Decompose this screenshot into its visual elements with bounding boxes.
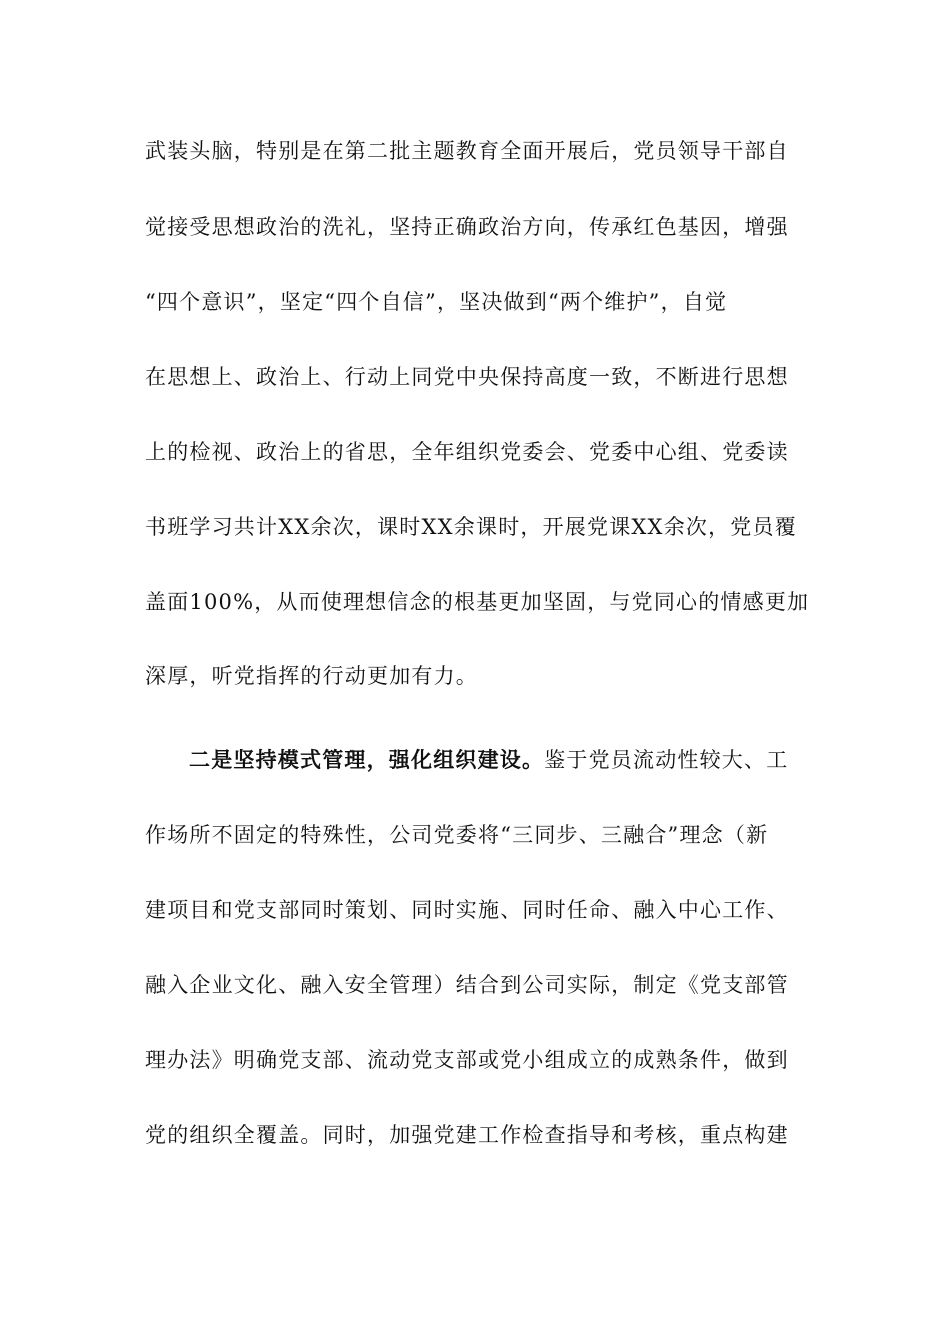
paragraph2-first-line — [189, 745, 788, 775]
paragraph2-line-5: 理办法》明确党支部、流动党支部或党小组成立的成熟条件，做到 — [145, 1048, 789, 1072]
paragraph1-line-3: “四个意识”，坚定“四个自信”，坚决做到“两个维护”，自觉 — [145, 290, 728, 314]
paragraph1-line-5: 上的检视、政治上的省思，全年组织党委会、党委中心组、党委读 — [145, 440, 789, 464]
paragraph1-line-1: 武装头脑，特别是在第二批主题教育全面开展后，党员领导干部自 — [145, 139, 789, 163]
paragraph2-first-line-rest: 鉴于党员流动性较大、工 — [544, 748, 789, 772]
paragraph1-line-7: 盖面100%，从而使理想信念的根基更加坚固，与党同心的情感更加 — [145, 590, 810, 614]
paragraph1-line-2: 觉接受思想政治的洗礼，坚持正确政治方向，传承红色基因，增强 — [145, 215, 789, 239]
paragraph1-line-4: 在思想上、政治上、行动上同党中央保持高度一致，不断进行思想 — [145, 365, 789, 389]
paragraph2-line-3: 建项目和党支部同时策划、同时实施、同时任命、融入中心工作、 — [145, 898, 789, 922]
paragraph2-line-6: 党的组织全覆盖。同时，加强党建工作检查指导和考核，重点构建 — [145, 1123, 789, 1147]
paragraph2-heading: 二是坚持模式管理，强化组织建设。 — [189, 747, 545, 772]
paragraph2-line-2: 作场所不固定的特殊性，公司党委将“三同步、三融合”理念（新 — [145, 823, 769, 847]
paragraph2-line-4: 融入企业文化、融入安全管理）结合到公司实际，制定《党支部管 — [145, 973, 789, 997]
paragraph1-line-6: 书班学习共计XX余次，课时XX余课时，开展党课XX余次，党员覆 — [145, 515, 797, 539]
paragraph1-line-8: 深厚，听党指挥的行动更加有力。 — [145, 664, 478, 688]
